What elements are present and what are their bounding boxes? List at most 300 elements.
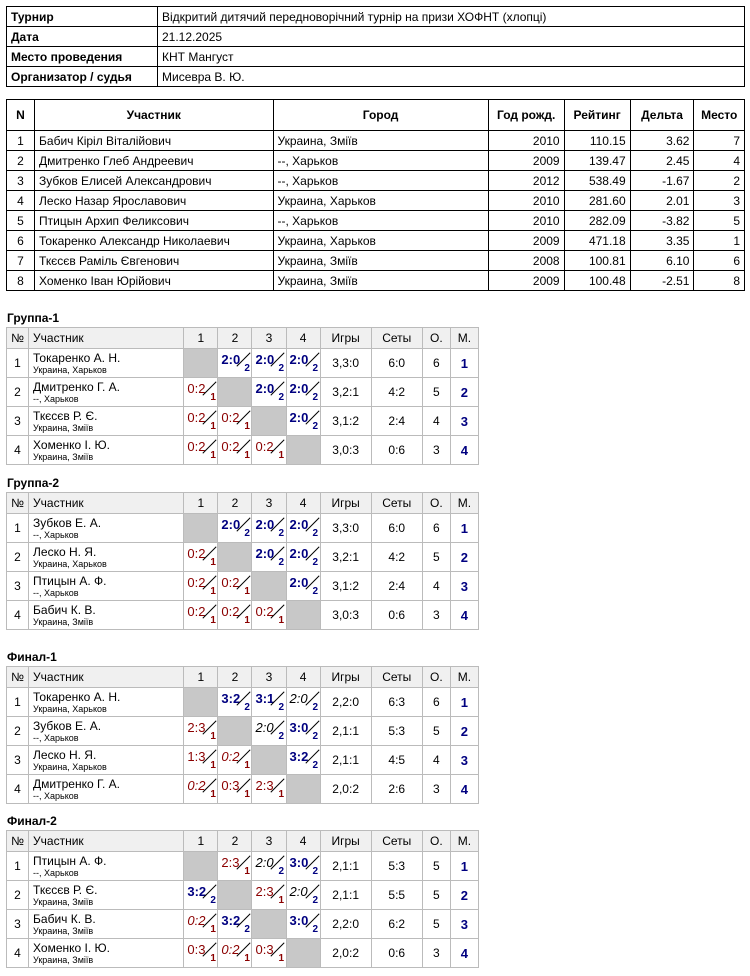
group-header-cell: 3: [252, 493, 286, 514]
participant-cell: 100.48: [564, 271, 630, 291]
group-header-cell: О.: [422, 328, 450, 349]
group-header-row: [7, 831, 479, 852]
group-header-cell: №: [7, 831, 29, 852]
score-cell: [184, 881, 218, 910]
player-cell: [29, 910, 184, 939]
match-score: 3:0: [289, 720, 309, 735]
participant-cell: 281.60: [564, 191, 630, 211]
participant-cell: 4: [694, 151, 745, 171]
group-header-cell: О.: [422, 667, 450, 688]
match-score: 2:0: [289, 546, 309, 561]
place-cell: 4: [450, 436, 478, 465]
score-cell: [218, 601, 252, 630]
group-header-cell: 2: [218, 328, 252, 349]
participant-row: [7, 131, 745, 151]
games-cell: 3,0:3: [320, 436, 371, 465]
participant-cell: 3.35: [630, 231, 694, 251]
participants-header: Место: [694, 100, 745, 131]
place-cell: 4: [450, 775, 478, 804]
match-score: 0:2: [221, 410, 240, 425]
score-cell: [252, 881, 286, 910]
group-header-cell: Игры: [320, 493, 371, 514]
sets-cell: 2:6: [371, 775, 422, 804]
group-header-cell: Игры: [320, 667, 371, 688]
player-name: Птицын А. Ф.: [33, 853, 107, 868]
points-cell: 4: [422, 746, 450, 775]
player-cell: [29, 688, 184, 717]
place-cell: 3: [450, 572, 478, 601]
group-row: [7, 543, 479, 572]
info-key: Дата: [7, 27, 158, 47]
match-score: 2:3: [221, 855, 240, 870]
points-cell: 6: [422, 688, 450, 717]
games-cell: 2,1:1: [320, 717, 371, 746]
score-cell: [286, 514, 320, 543]
sets-cell: 6:2: [371, 910, 422, 939]
points-cell: 3: [422, 601, 450, 630]
match-points: 2: [244, 702, 250, 713]
games-cell: 2,2:0: [320, 688, 371, 717]
match-score: 0:3: [255, 942, 274, 957]
group-header-cell: 2: [218, 493, 252, 514]
diagonal-cell: [252, 746, 286, 775]
points-cell: 3: [422, 939, 450, 968]
info-value: Відкритий дитячий передноворічний турнір на призи ХОФНТ (хлопці): [158, 7, 745, 27]
score-cell: [218, 852, 252, 881]
info-value: 21.12.2025: [158, 27, 745, 47]
player-name: Токаренко А. Н.: [33, 689, 121, 704]
match-score: 3:2: [221, 691, 241, 706]
score-cell: [252, 378, 286, 407]
games-cell: 2,1:1: [320, 852, 371, 881]
group-row: [7, 881, 479, 910]
score-cell: [218, 514, 252, 543]
score-cell: [286, 378, 320, 407]
score-cell: [184, 939, 218, 968]
score-cell: [184, 543, 218, 572]
place-cell: 2: [450, 543, 478, 572]
group-header-row: [7, 667, 479, 688]
games-cell: 3,3:0: [320, 514, 371, 543]
sets-cell: 2:4: [371, 572, 422, 601]
score-cell: [252, 852, 286, 881]
games-cell: 2,1:1: [320, 881, 371, 910]
participant-cell: Зубков Елисей Александрович: [35, 171, 273, 191]
player-cell: [29, 852, 184, 881]
participant-cell: Токаренко Александр Николаевич: [35, 231, 273, 251]
place-cell: 3: [450, 910, 478, 939]
row-number: 1: [7, 514, 29, 543]
score-cell: [184, 572, 218, 601]
sets-cell: 4:2: [371, 378, 422, 407]
sets-cell: 0:6: [371, 601, 422, 630]
match-score: 0:2: [187, 439, 206, 454]
player-name: Хоменко І. Ю.: [33, 437, 110, 452]
match-points: 1: [244, 450, 250, 461]
points-cell: 5: [422, 378, 450, 407]
match-points: 2: [312, 924, 319, 935]
games-cell: 3,1:2: [320, 572, 371, 601]
score-cell: [286, 572, 320, 601]
points-cell: 3: [422, 436, 450, 465]
games-cell: 3,3:0: [320, 349, 371, 378]
participant-cell: Украина, Харьков: [273, 191, 488, 211]
match-points: 1: [244, 866, 250, 877]
match-points: 1: [244, 421, 250, 432]
match-points: 1: [210, 760, 216, 771]
match-score: 2:3: [255, 778, 274, 793]
player-name: Токаренко А. Н.: [33, 350, 121, 365]
points-cell: 4: [422, 572, 450, 601]
place-cell: 3: [450, 746, 478, 775]
games-cell: 3,1:2: [320, 407, 371, 436]
match-points: 2: [244, 528, 250, 539]
participant-cell: 5: [694, 211, 745, 231]
info-row: [7, 67, 745, 87]
match-points: 1: [278, 895, 285, 906]
group-header-cell: 2: [218, 831, 252, 852]
participant-row: [7, 231, 745, 251]
group-row: [7, 910, 479, 939]
match-points: 1: [278, 789, 285, 800]
match-score: 2:0: [221, 517, 241, 532]
match-score: 0:2: [221, 575, 240, 590]
player-city: --, Харьков: [33, 529, 79, 540]
sets-cell: 4:5: [371, 746, 422, 775]
match-score: 0:2: [187, 410, 206, 425]
player-city: --, Харьков: [33, 732, 79, 743]
player-cell: [29, 939, 184, 968]
participant-cell: -3.82: [630, 211, 694, 231]
participants-header: Дельта: [630, 100, 694, 131]
player-city: Украина, Харьков: [33, 761, 107, 772]
points-cell: 3: [422, 775, 450, 804]
player-city: Украина, Зміїв: [33, 451, 94, 462]
sets-cell: 5:3: [371, 717, 422, 746]
diagonal-cell: [218, 717, 252, 746]
place-cell: 4: [450, 601, 478, 630]
group-header-row: [7, 328, 479, 349]
games-cell: 3,2:1: [320, 543, 371, 572]
group-row: [7, 688, 479, 717]
match-points: 1: [244, 953, 250, 964]
score-cell: [184, 717, 218, 746]
participant-cell: 6: [7, 231, 35, 251]
match-points: 2: [278, 528, 285, 539]
match-points: 2: [278, 702, 285, 713]
player-name: Дмитренко Г. А.: [33, 379, 121, 394]
group-header-cell: №: [7, 493, 29, 514]
group-header-cell: М.: [450, 328, 478, 349]
group-row: [7, 378, 479, 407]
participant-cell: Бабич Кіріл Віталійович: [35, 131, 273, 151]
participant-cell: 7: [7, 251, 35, 271]
games-cell: 3,2:1: [320, 378, 371, 407]
group-row: [7, 852, 479, 881]
group-header-cell: Сеты: [371, 667, 422, 688]
match-points: 1: [244, 789, 250, 800]
participant-cell: 2009: [488, 231, 564, 251]
diagonal-cell: [218, 881, 252, 910]
row-number: 2: [7, 881, 29, 910]
participant-cell: 2.45: [630, 151, 694, 171]
score-cell: [218, 775, 252, 804]
info-key: Турнир: [7, 7, 158, 27]
player-name: Бабич К. В.: [33, 602, 96, 617]
place-cell: 2: [450, 378, 478, 407]
score-cell: [252, 514, 286, 543]
participant-cell: 4: [7, 191, 35, 211]
row-number: 3: [7, 572, 29, 601]
score-cell: [286, 543, 320, 572]
group-row: [7, 717, 479, 746]
group-header-row: [7, 493, 479, 514]
match-points: 2: [312, 702, 319, 713]
match-score: 0:2: [187, 604, 206, 619]
participants-header: Рейтинг: [564, 100, 630, 131]
info-row: [7, 27, 745, 47]
player-city: Украина, Зміїв: [33, 896, 94, 907]
player-name: Леско Н. Я.: [33, 544, 97, 559]
diagonal-cell: [184, 349, 218, 378]
games-cell: 2,1:1: [320, 746, 371, 775]
row-number: 1: [7, 349, 29, 378]
sets-cell: 6:3: [371, 688, 422, 717]
match-score: 2:0: [289, 575, 309, 590]
row-number: 2: [7, 717, 29, 746]
participant-cell: 2009: [488, 271, 564, 291]
place-cell: 1: [450, 349, 478, 378]
match-points: 1: [210, 421, 216, 432]
player-city: Украина, Зміїв: [33, 616, 94, 627]
match-points: 2: [278, 866, 285, 877]
participant-cell: Украина, Харьков: [273, 231, 488, 251]
match-points: 2: [312, 866, 319, 877]
match-points: 1: [210, 789, 216, 800]
participant-cell: 2010: [488, 191, 564, 211]
row-number: 1: [7, 688, 29, 717]
participant-cell: Дмитренко Глеб Андреевич: [35, 151, 273, 171]
participant-cell: -1.67: [630, 171, 694, 191]
group-header-cell: Сеты: [371, 831, 422, 852]
match-points: 1: [244, 760, 250, 771]
group-table: [6, 492, 479, 630]
group-header-cell: М.: [450, 667, 478, 688]
player-cell: [29, 378, 184, 407]
score-cell: [218, 436, 252, 465]
participant-cell: 2010: [488, 211, 564, 231]
participants-header: Участник: [35, 100, 273, 131]
participant-cell: 2.01: [630, 191, 694, 211]
match-score: 2:0: [289, 884, 308, 899]
participant-cell: 8: [7, 271, 35, 291]
diagonal-cell: [286, 939, 320, 968]
score-cell: [286, 746, 320, 775]
match-score: 2:0: [255, 720, 274, 735]
score-cell: [252, 601, 286, 630]
row-number: 3: [7, 407, 29, 436]
match-score: 0:2: [187, 575, 206, 590]
match-score: 3:1: [255, 691, 275, 706]
points-cell: 6: [422, 514, 450, 543]
group-table: [6, 666, 479, 804]
diagonal-cell: [218, 543, 252, 572]
diagonal-cell: [286, 775, 320, 804]
player-cell: [29, 436, 184, 465]
score-cell: [286, 688, 320, 717]
match-score: 3:2: [289, 749, 309, 764]
group-table: [6, 327, 479, 465]
player-city: Украина, Харьков: [33, 703, 107, 714]
match-points: 2: [278, 392, 285, 403]
match-score: 0:2: [187, 546, 206, 561]
player-city: Украина, Харьков: [33, 364, 107, 375]
participant-cell: --, Харьков: [273, 211, 488, 231]
participant-cell: 2008: [488, 251, 564, 271]
info-row: [7, 7, 745, 27]
participant-cell: 3: [7, 171, 35, 191]
group-header-cell: Участник: [29, 493, 184, 514]
score-cell: [252, 349, 286, 378]
match-score: 1:3: [187, 749, 206, 764]
match-score: 0:2: [221, 749, 240, 764]
group-row: [7, 436, 479, 465]
player-city: --, Харьков: [33, 790, 79, 801]
tournament-info-table: [6, 6, 745, 87]
participant-cell: 282.09: [564, 211, 630, 231]
score-cell: [218, 407, 252, 436]
participant-cell: 2012: [488, 171, 564, 191]
participant-cell: 1: [7, 131, 35, 151]
player-cell: [29, 407, 184, 436]
group-row: [7, 572, 479, 601]
group-header-cell: №: [7, 667, 29, 688]
match-score: 2:0: [289, 410, 309, 425]
participant-cell: -2.51: [630, 271, 694, 291]
score-cell: [252, 717, 286, 746]
score-cell: [252, 688, 286, 717]
games-cell: 2,2:0: [320, 910, 371, 939]
group-header-cell: Игры: [320, 831, 371, 852]
score-cell: [286, 910, 320, 939]
group-row: [7, 775, 479, 804]
games-cell: 2,0:2: [320, 775, 371, 804]
diagonal-cell: [184, 852, 218, 881]
player-name: Ткєсєв Р. Є.: [33, 408, 98, 423]
place-cell: 1: [450, 688, 478, 717]
sets-cell: 2:4: [371, 407, 422, 436]
row-number: 1: [7, 852, 29, 881]
player-cell: [29, 349, 184, 378]
match-points: 2: [312, 421, 319, 432]
match-points: 1: [244, 586, 250, 597]
group-row: [7, 939, 479, 968]
match-score: 2:3: [187, 720, 206, 735]
match-points: 2: [312, 392, 319, 403]
player-cell: [29, 775, 184, 804]
points-cell: 5: [422, 543, 450, 572]
group-header-cell: 1: [184, 328, 218, 349]
group-title: Группа-1: [7, 311, 60, 325]
group-header-cell: Участник: [29, 667, 184, 688]
participant-row: [7, 271, 745, 291]
player-name: Хоменко І. Ю.: [33, 940, 110, 955]
player-city: --, Харьков: [33, 587, 79, 598]
match-score: 2:0: [221, 352, 241, 367]
group-header-cell: 4: [286, 667, 320, 688]
participant-cell: 139.47: [564, 151, 630, 171]
group-header-cell: 3: [252, 667, 286, 688]
participant-cell: Украина, Зміїв: [273, 251, 488, 271]
group-title: Финал-1: [7, 650, 57, 664]
player-city: Украина, Зміїв: [33, 422, 94, 433]
participant-cell: 3: [694, 191, 745, 211]
participants-header: N: [7, 100, 35, 131]
participant-cell: 6: [694, 251, 745, 271]
match-score: 2:0: [289, 517, 309, 532]
sets-cell: 0:6: [371, 436, 422, 465]
match-points: 1: [210, 586, 216, 597]
match-score: 2:0: [289, 691, 308, 706]
participant-cell: 2: [694, 171, 745, 191]
group-header-cell: №: [7, 328, 29, 349]
score-cell: [286, 881, 320, 910]
player-cell: [29, 543, 184, 572]
match-score: 3:2: [187, 884, 207, 899]
row-number: 4: [7, 775, 29, 804]
match-points: 2: [210, 895, 216, 906]
games-cell: 2,0:2: [320, 939, 371, 968]
group-header-cell: 4: [286, 493, 320, 514]
score-cell: [218, 746, 252, 775]
match-score: 0:2: [221, 439, 240, 454]
match-score: 2:0: [255, 381, 275, 396]
match-points: 1: [210, 924, 216, 935]
match-points: 1: [278, 450, 285, 461]
player-name: Бабич К. В.: [33, 911, 96, 926]
score-cell: [218, 572, 252, 601]
score-cell: [184, 910, 218, 939]
score-cell: [184, 746, 218, 775]
match-score: 0:2: [187, 778, 206, 793]
diagonal-cell: [286, 601, 320, 630]
points-cell: 5: [422, 852, 450, 881]
match-points: 2: [278, 557, 285, 568]
points-cell: 5: [422, 717, 450, 746]
row-number: 2: [7, 543, 29, 572]
info-value: Мисевра В. Ю.: [158, 67, 745, 87]
group-header-cell: 2: [218, 667, 252, 688]
group-row: [7, 349, 479, 378]
match-points: 1: [210, 392, 216, 403]
player-cell: [29, 746, 184, 775]
match-score: 0:3: [187, 942, 206, 957]
group-header-cell: Сеты: [371, 328, 422, 349]
player-name: Дмитренко Г. А.: [33, 776, 121, 791]
match-points: 1: [278, 615, 285, 626]
player-cell: [29, 572, 184, 601]
place-cell: 3: [450, 407, 478, 436]
match-points: 2: [312, 586, 319, 597]
match-score: 2:3: [255, 884, 274, 899]
match-points: 1: [244, 615, 250, 626]
group-header-cell: Сеты: [371, 493, 422, 514]
match-score: 2:0: [289, 381, 309, 396]
player-city: Украина, Харьков: [33, 558, 107, 569]
participant-cell: 1: [694, 231, 745, 251]
match-points: 2: [312, 557, 319, 568]
participant-cell: 8: [694, 271, 745, 291]
